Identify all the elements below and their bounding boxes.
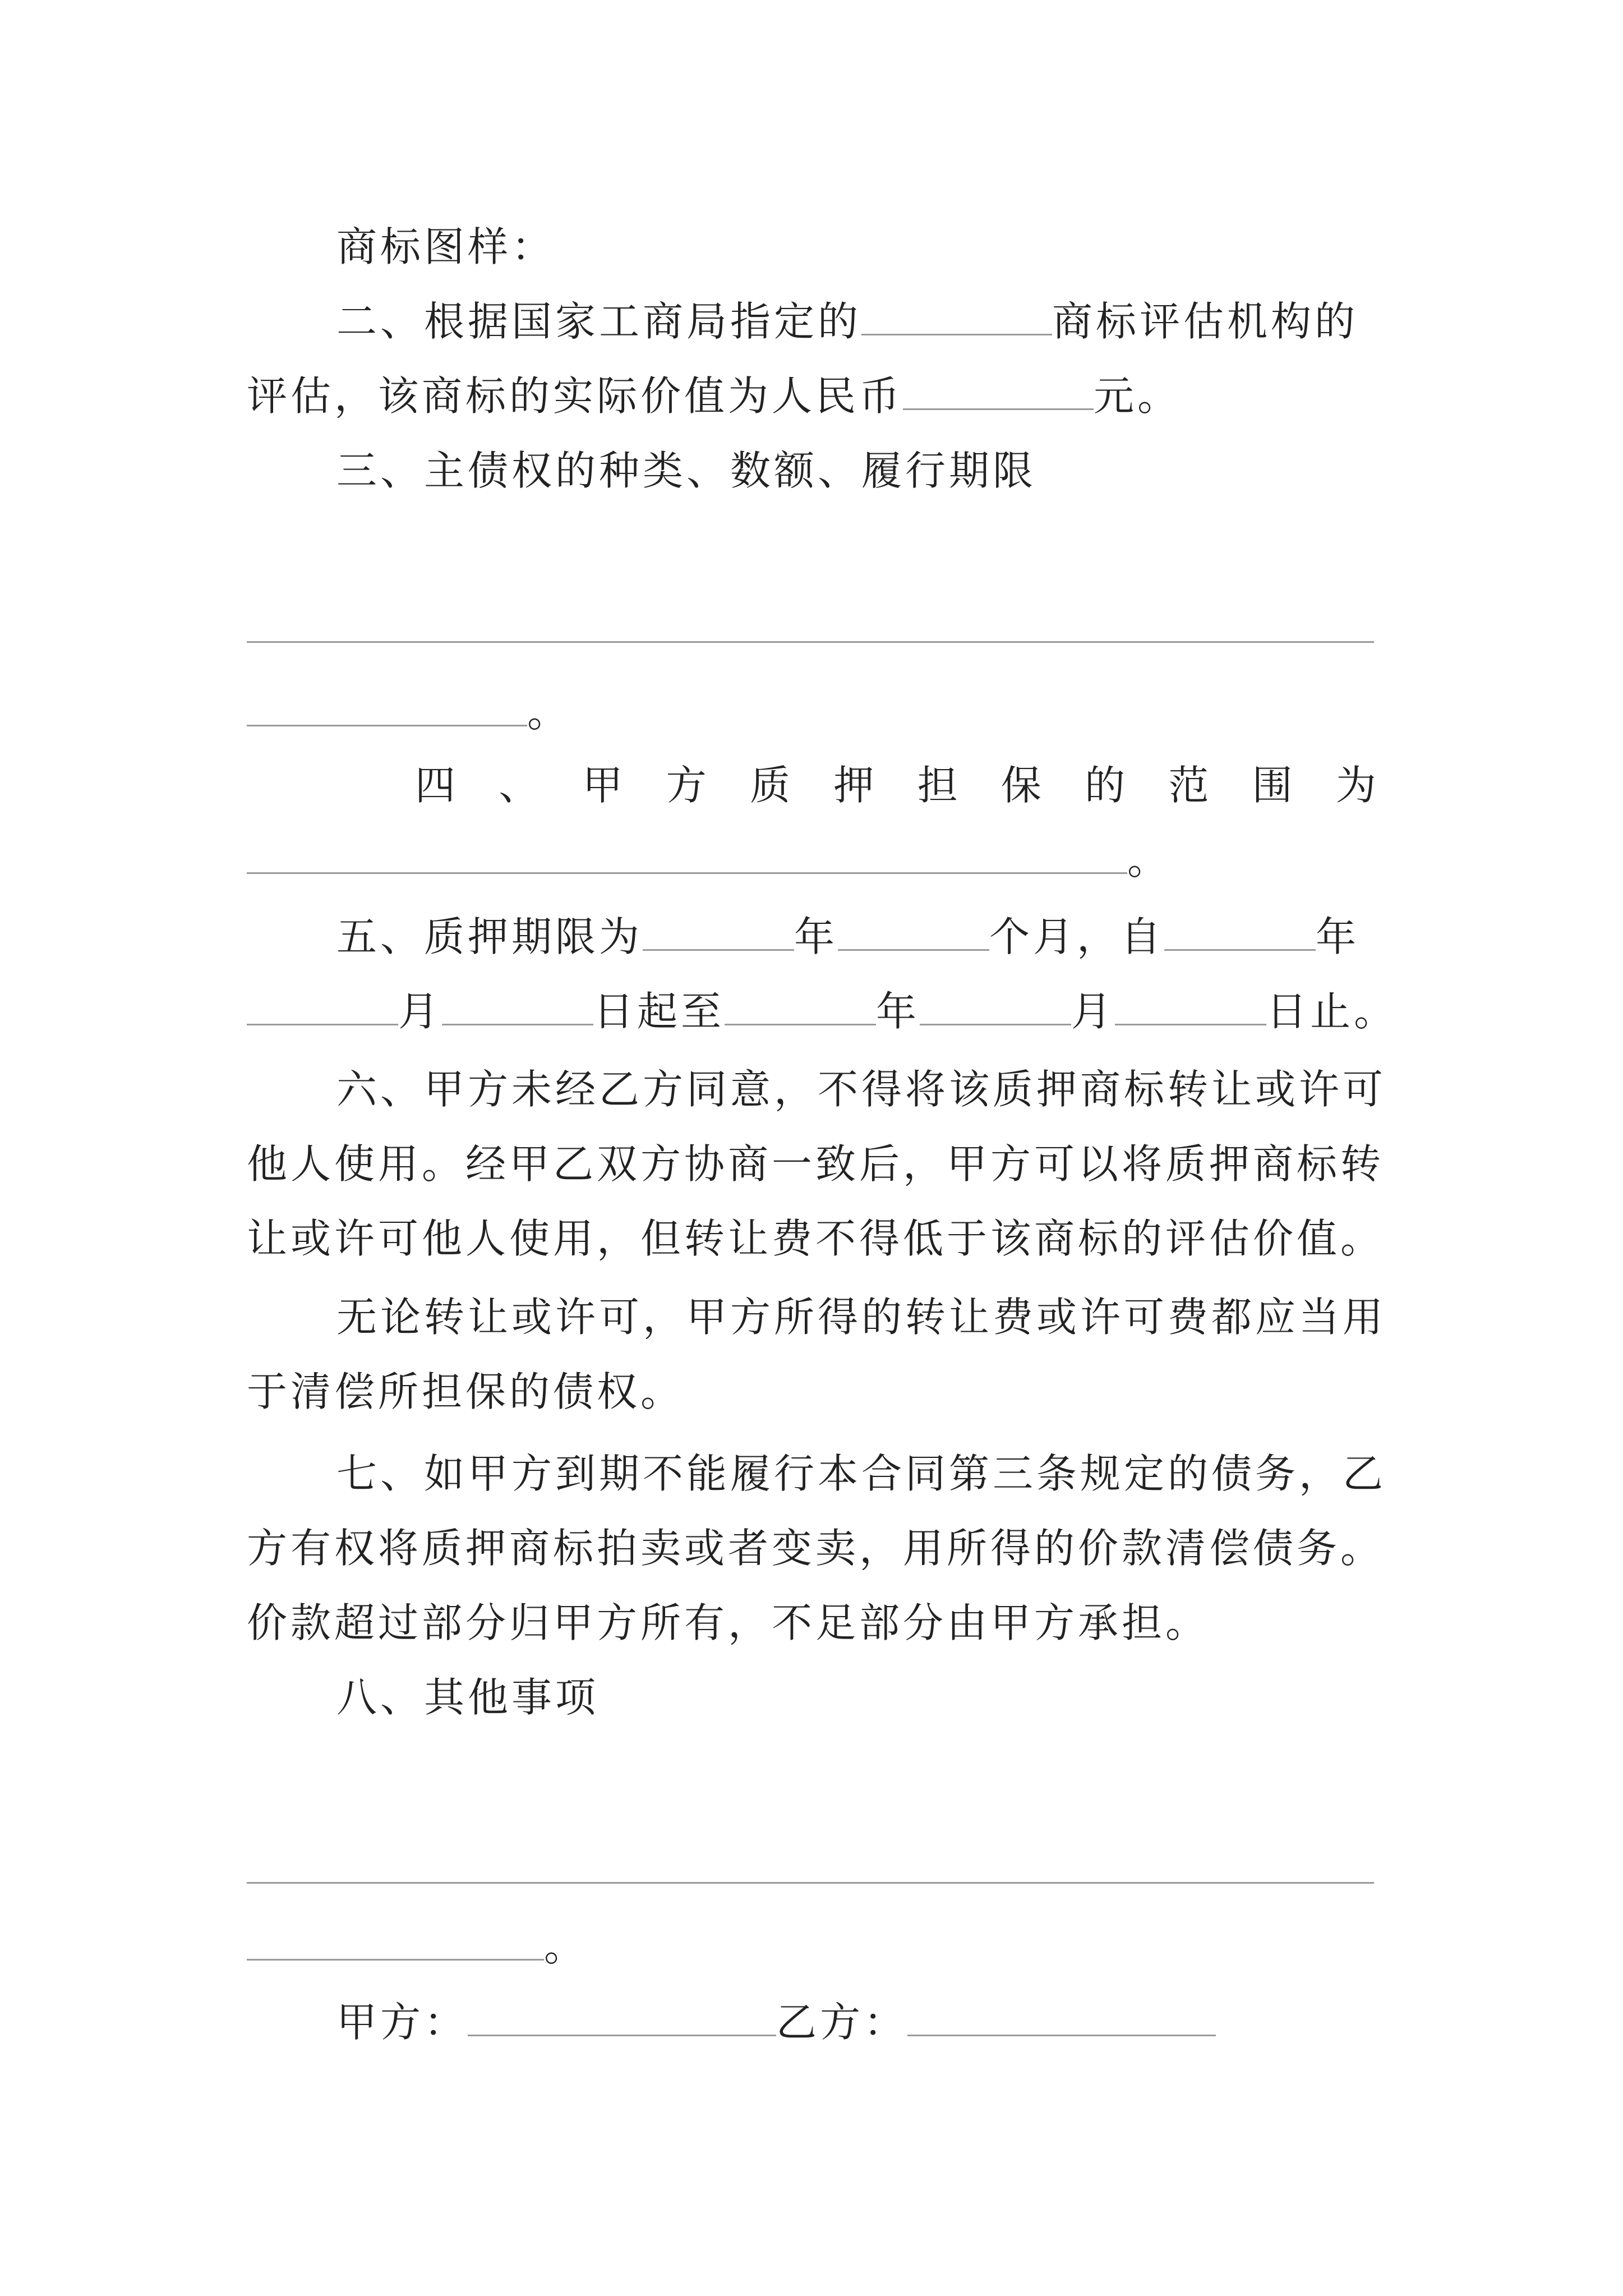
party-b-blank bbox=[907, 1994, 1216, 2036]
clause-6-line-2: 他人使用。经甲乙双方协商一致后，甲方可以将质押商标转 bbox=[247, 1140, 1385, 1188]
signature-line bbox=[336, 1989, 1380, 2056]
trademark-sample-label: 商标图样： bbox=[336, 223, 556, 270]
clause-6-line-3: 让或许可他人使用，但转让费不得低于该商标的评估价值。 bbox=[247, 1215, 1385, 1262]
clause-8-blank-line-1 bbox=[247, 1882, 1374, 1884]
party-a-label: 甲方： bbox=[336, 1999, 468, 2046]
evaluator-blank bbox=[861, 293, 1052, 335]
clause-4-line-2: 。 bbox=[247, 826, 1380, 894]
clause-7-line-3: 价款超过部分归甲方所有，不足部分由甲方承担。 bbox=[247, 1599, 1210, 1646]
value-blank bbox=[903, 368, 1094, 410]
clause-7-line-1: 七、如甲方到期不能履行本合同第三条规定的债务，乙 bbox=[336, 1450, 1387, 1497]
clause-8-heading: 八、其他事项 bbox=[336, 1674, 600, 1721]
clause-4-line-1: 四 、 甲 方 质 押 担 保 的 范 围 为 bbox=[415, 762, 1380, 809]
party-a-blank bbox=[468, 1994, 776, 2036]
clause-6-line-1: 六、甲方未经乙方同意，不得将该质押商标转让或许可 bbox=[336, 1066, 1387, 1113]
party-b-label: 乙方： bbox=[776, 1999, 908, 2046]
clause-6-line-5: 于清偿所担保的债权。 bbox=[247, 1368, 685, 1415]
scope-blank bbox=[247, 832, 1127, 874]
clause-3-heading: 三、主债权的种类、数额、履行期限 bbox=[336, 447, 1037, 494]
clause-8-blank-line-2: 。 bbox=[247, 1913, 1380, 1980]
clause-5-line-2: 月 日起至 年 月 日止。 bbox=[247, 978, 1380, 1045]
clause-6-line-4: 无论转让或许可，甲方所得的转让费或许可费都应当用 bbox=[336, 1294, 1387, 1341]
clause-5-line-1: 五、质押期限为 年 个月，自 年 bbox=[336, 903, 1380, 970]
clause-2-line-1: 二、根据国家工商局指定的 商标评估机构的 bbox=[336, 288, 1380, 355]
clause-7-line-2: 方有权将质押商标拍卖或者变卖，用所得的价款清偿债务。 bbox=[247, 1525, 1385, 1572]
clause-2-line-2: 评估，该商标的实际价值为人民币 元。 bbox=[247, 362, 1380, 430]
clause-3-blank-line-2: 。 bbox=[247, 679, 1380, 746]
clause-3-blank-line-1 bbox=[247, 641, 1374, 643]
